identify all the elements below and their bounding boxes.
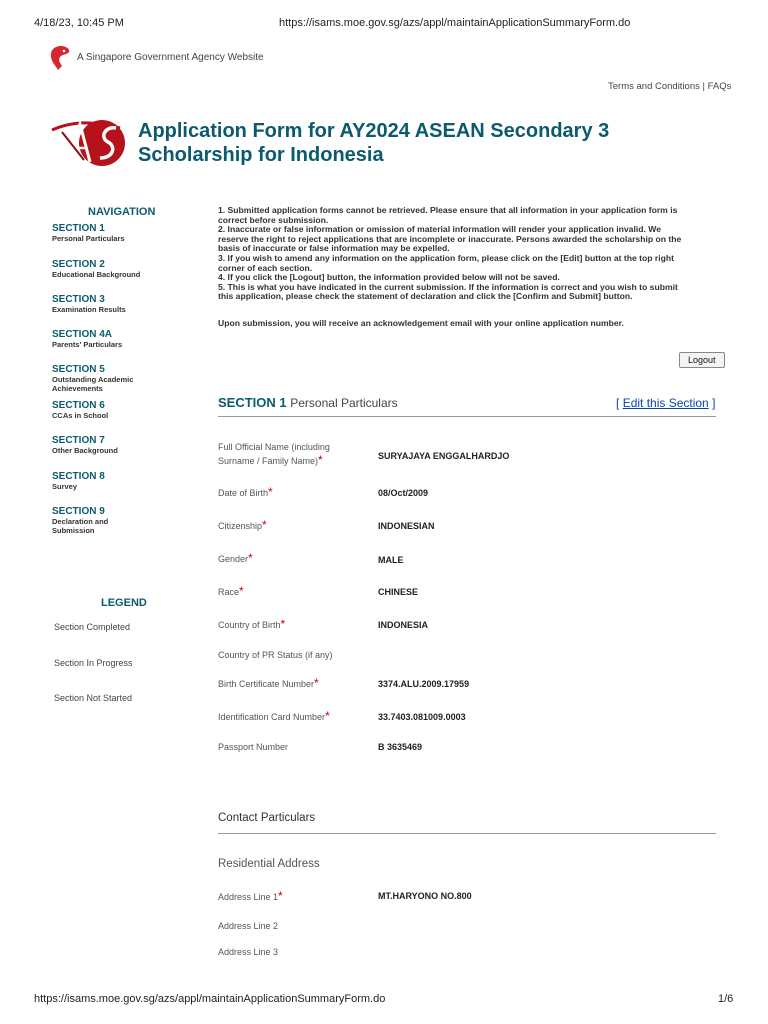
full-name-value: SURYAJAYA ENGGALHARDJO [378,451,510,461]
passport-value: B 3635469 [378,742,423,752]
nav-section-number[interactable]: SECTION 6 [52,400,105,411]
note-line: correct before submission. [218,214,329,225]
legend-section-completed: Section Completed [54,622,131,632]
legend-section-in-progress: Section In Progress [54,658,133,668]
required-asterisk: * [325,709,330,723]
nav-item-section-2[interactable] [52,259,140,279]
legend-section-not-started: Section Not Started [54,693,133,703]
nav-section-label-line-2: Submission [52,526,95,535]
nav-section-number[interactable]: SECTION 9 [52,506,105,517]
country-of-birth-label: Country of Birth* [218,617,286,631]
dob-label: Date of Birth* [218,485,273,499]
nav-item-section-6[interactable] [52,400,108,420]
contact-divider [218,833,716,834]
id-card-value: 33.7403.081009.0003 [378,712,466,722]
nav-item-section-7[interactable] [52,435,118,455]
note-line: corner of each section. [218,262,313,273]
residential-address-heading: Residential Address [218,858,320,870]
required-asterisk: * [248,551,253,565]
required-asterisk: * [318,453,323,467]
note-line: basis of inaccurate or false information may be expelled. [218,243,450,254]
citizenship-label: Citizenship* [218,518,267,532]
nav-item-section-9[interactable] [52,506,108,535]
edit-section-link[interactable] [616,396,715,410]
singapore-lion-icon [48,44,74,72]
nav-section-number[interactable]: SECTION 2 [52,259,105,270]
note-line: reserve the right to reject applications that are incomplete or inaccurate. Persons awarded the scholarship on the [218,233,682,244]
nav-section-label: Educational Background [52,270,141,279]
full-name-label [218,441,330,468]
note-line: 2. Inaccurate or false information or omission of material information will render your application invalid. We [218,224,661,235]
page-title-line-1: Application Form for AY2024 ASEAN Secondary 3 [138,120,610,142]
edit-bracket-close: ] [712,396,716,410]
section-1-number: SECTION 1 [218,395,287,410]
page-title-line-2: Scholarship for Indonesia [138,144,384,166]
address-line-1-label: Address Line 1* [218,889,283,903]
section-1-name: Personal Particulars [290,396,398,410]
nav-section-number[interactable]: SECTION 8 [52,471,105,482]
race-value: CHINESE [378,587,419,597]
print-datetime: 4/18/23, 10:45 PM [34,17,124,29]
section-1-divider [218,416,716,417]
edit-this-section-link[interactable]: Edit this Section [622,396,709,410]
nav-section-label: Personal Particulars [52,234,125,243]
full-name-label-line-1: Full Official Name (including [218,442,330,452]
page-title [138,119,609,167]
required-asterisk: * [262,518,267,532]
nav-item-section-5[interactable] [52,364,133,393]
note-line: 1. Submitted application forms cannot be retrieved. Please ensure that all information in your application form is [218,205,678,215]
nav-section-label: Survey [52,482,78,491]
birth-cert-value: 3374.ALU.2009.17959 [378,679,470,689]
submission-note: Upon submission, you will receive an acknowledgement email with your online application number. [218,318,624,328]
required-asterisk: * [268,485,273,499]
nav-section-number[interactable]: SECTION 1 [52,223,105,234]
full-name-label-line-2: Surname / Family Name)* [218,453,323,467]
print-footer-url: https://isams.moe.gov.sg/azs/appl/maintainApplicationSummaryForm.do [34,993,386,1005]
birth-cert-label: Birth Certificate Number* [218,676,319,690]
nav-section-label: Parents' Particulars [52,340,123,349]
gender-value: MALE [378,555,404,565]
terms-link[interactable]: Terms and Conditions [608,81,700,92]
address-line-3-label: Address Line 3 [218,947,279,957]
pr-status-label: Country of PR Status (if any) [218,650,333,660]
note-line: 3. If you wish to amend any information on the application form, please click on the [Edit] button at the top right [218,252,674,263]
gender-label: Gender* [218,551,253,565]
instructions-notes [218,206,728,302]
section-1-heading [218,395,398,410]
edit-bracket-open: [ [616,396,620,410]
note-line: this application, please check the statement of declaration and click the [Confirm and Submit] button. [218,291,633,302]
nav-section-label-line-1: Declaration and [52,517,109,526]
nav-section-label: CCAs in School [52,411,109,420]
scholarship-logo [50,112,136,174]
country-of-birth-value: INDONESIA [378,620,429,630]
dob-value: 08/Oct/2009 [378,488,429,498]
address-line-1-value: MT.HARYONO NO.800 [378,891,472,901]
nav-section-label-line-2: Achievements [52,384,103,393]
nav-section-label: Other Background [52,446,118,455]
citizenship-value: INDONESIAN [378,521,435,531]
top-links-separator: | [702,81,705,92]
print-url: https://isams.moe.gov.sg/azs/appl/maintainApplicationSummaryForm.do [279,17,631,29]
note-line: 5. This is what you have indicated in the current submission. If the information is correct and you wish to submit [218,281,678,292]
faqs-link[interactable]: FAQs [707,81,732,92]
nav-section-number[interactable]: SECTION 3 [52,294,105,305]
note-line: 4. If you click the [Logout] button, the information provided below will not be saved. [218,272,560,283]
address-line-2-label: Address Line 2 [218,921,279,931]
nav-item-section-1[interactable] [52,223,125,243]
navigation-heading: NAVIGATION [88,206,156,218]
nav-item-section-3[interactable] [52,294,126,314]
contact-particulars-heading: Contact Particulars [218,812,316,824]
required-asterisk: * [314,676,319,690]
gov-banner-text: A Singapore Government Agency Website [77,52,264,63]
nav-section-number[interactable]: SECTION 5 [52,364,105,375]
logout-button[interactable]: Logout [679,352,725,368]
nav-section-number[interactable]: SECTION 4A [52,329,113,340]
legend-heading: LEGEND [101,597,147,609]
nav-section-label: Examination Results [52,305,126,314]
nav-section-number[interactable]: SECTION 7 [52,435,105,446]
id-card-label: Identification Card Number* [218,709,330,723]
required-asterisk: * [280,617,286,631]
required-asterisk: * [239,584,244,598]
nav-item-section-4a[interactable] [52,329,122,349]
nav-item-section-8[interactable] [52,471,105,491]
passport-label: Passport Number [218,742,289,752]
required-asterisk: * [278,889,283,903]
nav-section-label-line-1: Outstanding Academic [52,375,134,384]
race-label: Race* [218,584,244,598]
print-page-number: 1/6 [718,993,734,1005]
top-links [608,81,731,92]
